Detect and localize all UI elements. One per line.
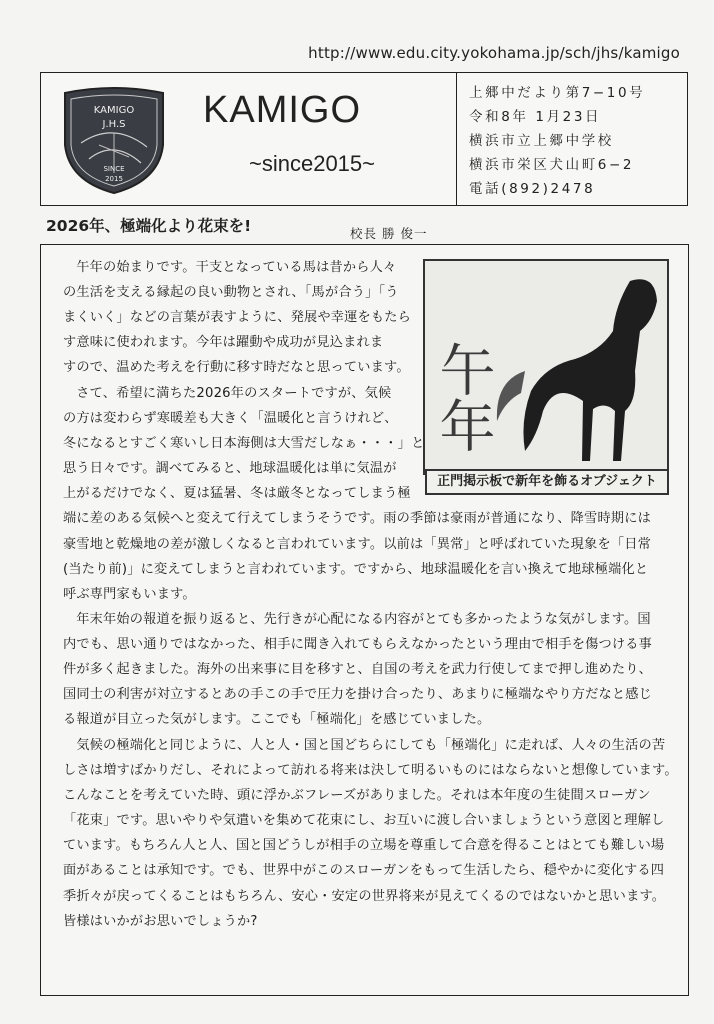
text-line: 冬になるとすごく寒いし日本海側は大雪だしなぁ・・・」と bbox=[63, 436, 425, 452]
school-crest-icon bbox=[59, 85, 169, 197]
text-line: の方は変わらず寒暖差も大きく「温暖化と言うけれど、 bbox=[63, 411, 398, 427]
text-line: 「花束」です。思いやりや気遣いを集めて花束にし、お互いに渡し合いましょうという意図と理解し bbox=[63, 813, 665, 829]
paragraph-1 bbox=[63, 255, 411, 380]
photo-caption: 正門掲示板で新年を飾るオブジェクト bbox=[425, 469, 669, 495]
text-line: 国同士の利害が対立するとあの手この手で圧力を掛け合ったり、あまりに極端なやり方だなと感じ bbox=[63, 687, 653, 703]
text-line: まくいく」などの言葉が表すように、発展や幸運をもたら bbox=[63, 310, 412, 326]
text-line: 面があることは承知です。でも、世界中がこのスローガンをもって生活したら、穏やかに変化する四 bbox=[63, 863, 665, 879]
article-author: 校長 勝 俊一 bbox=[350, 226, 428, 241]
text-line: 季折々が戻ってくることはもちろん、安心・安定の世界将来が見えてくるのではないかと思います。 bbox=[63, 888, 666, 904]
article-body bbox=[40, 244, 689, 996]
newsletter-subtitle: ~since2015~ bbox=[249, 151, 375, 176]
crest-mid-text: J.H.S bbox=[102, 119, 126, 130]
text-line: 午年の始まりです。干支となっている馬は昔から人々 bbox=[76, 260, 397, 275]
issue-number: 上郷中だより第7−10号 bbox=[469, 85, 646, 101]
paragraph-4 bbox=[63, 733, 678, 934]
text-line: 皆様はいかがお思いでしょうか? bbox=[63, 913, 258, 929]
text-line: しさは増すばかりだし、それによって訪れる将来は決して明るいものにはならないと想像しています。 bbox=[63, 763, 678, 779]
article-heading: 2026年、極端化より花束を! bbox=[46, 217, 252, 235]
text-line: 豪雪地と乾燥地の差が激しくなると言われています。以前は「異常」と呼ばれていた現象を「日常 bbox=[63, 536, 651, 552]
school-phone: 電話(892)2478 bbox=[469, 181, 596, 197]
text-line: す意味に使われます。今年は躍動や成功が見込まれま bbox=[63, 335, 384, 351]
text-line: 端に差のある気候へと変えて行えてしまうそうです。雨の季節は豪雨が普通になり、降雪時期には bbox=[63, 511, 651, 527]
crest-year-text: 2015 bbox=[105, 175, 123, 183]
text-line: の生活を支える縁起の良い動物とされ、「馬が合う」「う bbox=[63, 285, 399, 301]
issue-info bbox=[469, 81, 679, 201]
crest-since-text: SINCE bbox=[103, 165, 125, 173]
newsletter-title: KAMIGO bbox=[203, 89, 362, 131]
paragraph-3 bbox=[63, 607, 652, 732]
text-line: 思う日々です。調べてみると、地球温暖化は単に気温が bbox=[63, 461, 397, 477]
text-line: こんなことを考えていた時、頭に浮かぶフレーズがありました。それは本年度の生徒間スローガン bbox=[63, 788, 651, 804]
newsletter-header bbox=[40, 72, 688, 206]
text-line: (当たり前)」に変えてしまうと言われています。ですから、地球温暖化を言い換えて地球極端化と bbox=[63, 561, 649, 577]
text-line: 年末年始の報道を振り返ると、先行きが心配になる内容がとても多かったような気がします。国 bbox=[76, 612, 651, 627]
text-line: 件が多く起きました。海外の出来事に目を移すと、自国の考えを武力行使してまで押し進めたり、 bbox=[63, 662, 653, 678]
paragraph-2 bbox=[63, 381, 651, 607]
photo-kanji-text: 午年 bbox=[430, 341, 496, 453]
text-line: 気候の極端化と同じように、人と人・国と国どちらにしても「極端化」に走れば、人々の生活の苦 bbox=[76, 738, 666, 753]
text-line: ています。もちろん人と人、国と国どうしが相手の立場を尊重して合意を得ることはとても難しい場 bbox=[63, 838, 665, 854]
issue-date: 令和8年 1月23日 bbox=[469, 109, 602, 125]
text-line: る報道が目立った気がします。ここでも「極端化」を感じていました。 bbox=[63, 712, 491, 728]
crest-top-text: KAMIGO bbox=[93, 105, 135, 116]
school-name: 横浜市立上郷中学校 bbox=[469, 133, 614, 149]
school-address: 横浜市栄区犬山町6−2 bbox=[469, 157, 635, 173]
text-line: 内でも、思い通りではなかった、相手に聞き入れてもらえなかったという理由で相手を傷つける事 bbox=[63, 637, 653, 653]
text-line: すので、温めた考えを行動に移す時だなと思っています。 bbox=[63, 360, 410, 376]
text-line: 呼ぶ専門家もいます。 bbox=[63, 586, 196, 602]
school-url[interactable]: http://www.edu.city.yokohama.jp/sch/jhs/kamigo bbox=[308, 44, 680, 62]
text-line: さて、希望に満ちた2026年のスタートですが、気候 bbox=[76, 386, 392, 401]
text-line: 上がるだけでなく、夏は猛暑、冬は厳冬となってしまう極 bbox=[63, 486, 411, 502]
header-divider bbox=[456, 73, 457, 205]
